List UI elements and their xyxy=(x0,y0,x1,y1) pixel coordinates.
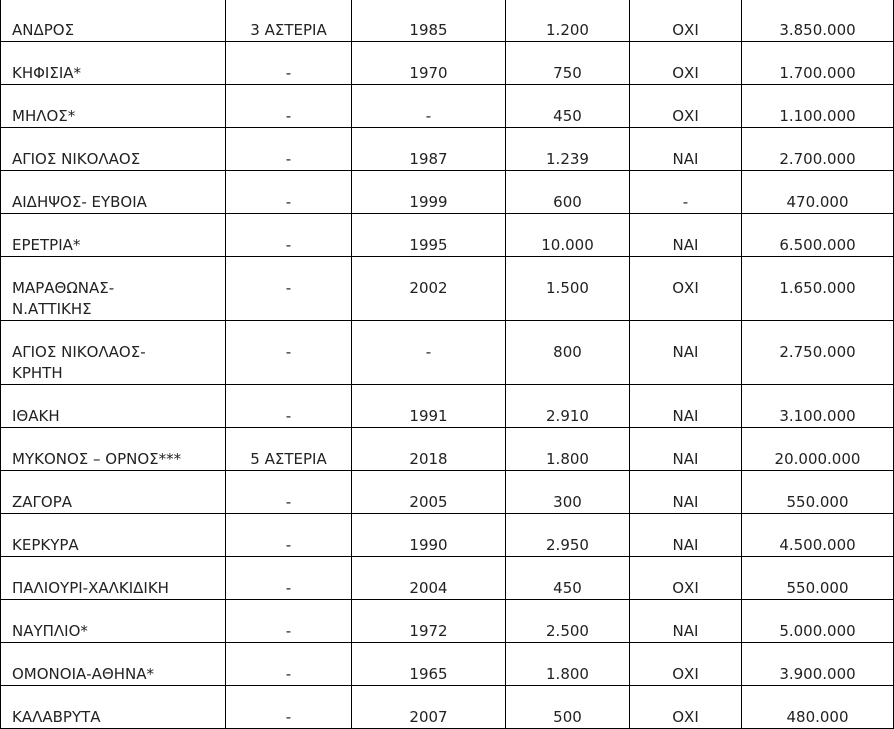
year-text: 2002 xyxy=(409,279,448,297)
location-cell xyxy=(1,42,226,85)
price-text: 5.000.000 xyxy=(779,622,856,640)
location-cell xyxy=(1,85,226,128)
flag-text: ΝΑΙ xyxy=(672,493,699,511)
year-cell xyxy=(352,0,506,42)
area-text: 600 xyxy=(553,193,582,211)
location-text: ΑΝΔΡΟΣ xyxy=(12,21,75,39)
stars-cell xyxy=(226,385,352,428)
location-text: ΜΑΡΑΘΩΝΑΣ- Ν.ΑΤΤΙΚΗΣ xyxy=(12,279,115,318)
stars-cell xyxy=(226,85,352,128)
flag-text: - xyxy=(682,193,689,211)
year-text: 1985 xyxy=(409,21,448,39)
table-row xyxy=(1,128,894,171)
flag-cell xyxy=(630,385,742,428)
year-text: 1970 xyxy=(409,64,448,82)
stars-text: 3 ΑΣΤΕΡΙΑ xyxy=(250,21,327,39)
area-text: 300 xyxy=(553,493,582,511)
price-cell xyxy=(742,600,894,643)
location-cell xyxy=(1,257,226,321)
table-row xyxy=(1,42,894,85)
table-row xyxy=(1,0,894,42)
year-cell xyxy=(352,85,506,128)
stars-text: - xyxy=(285,64,292,82)
location-cell xyxy=(1,428,226,471)
table-row xyxy=(1,321,894,385)
year-cell xyxy=(352,385,506,428)
year-text: 1965 xyxy=(409,665,448,683)
location-cell xyxy=(1,214,226,257)
flag-text: ΝΑΙ xyxy=(672,536,699,554)
location-text: ΜΗΛΟΣ* xyxy=(12,107,76,125)
table-row xyxy=(1,557,894,600)
location-text: ΑΓΙΟΣ ΝΙΚΟΛΑΟΣ- ΚΡΗΤΗ xyxy=(12,343,146,382)
area-cell xyxy=(506,385,630,428)
price-cell xyxy=(742,428,894,471)
flag-text: ΝΑΙ xyxy=(672,622,699,640)
area-cell xyxy=(506,0,630,42)
stars-cell xyxy=(226,643,352,686)
stars-cell xyxy=(226,321,352,385)
flag-text: ΟΧΙ xyxy=(672,708,699,726)
area-text: 1.800 xyxy=(546,665,589,683)
table-row xyxy=(1,214,894,257)
flag-cell xyxy=(630,514,742,557)
price-text: 1.100.000 xyxy=(779,107,856,125)
price-cell xyxy=(742,514,894,557)
area-cell xyxy=(506,643,630,686)
flag-cell xyxy=(630,600,742,643)
area-text: 450 xyxy=(553,107,582,125)
location-cell xyxy=(1,171,226,214)
price-cell xyxy=(742,0,894,42)
stars-text: - xyxy=(285,193,292,211)
stars-text: - xyxy=(285,493,292,511)
price-cell xyxy=(742,686,894,729)
price-cell xyxy=(742,171,894,214)
stars-cell xyxy=(226,171,352,214)
table-row xyxy=(1,385,894,428)
price-text: 550.000 xyxy=(786,579,849,597)
flag-text: ΝΑΙ xyxy=(672,407,699,425)
area-cell xyxy=(506,428,630,471)
location-cell xyxy=(1,471,226,514)
location-text: ΑΙΔΗΨΟΣ- ΕΥΒΟΙΑ xyxy=(12,193,147,211)
price-cell xyxy=(742,257,894,321)
stars-cell xyxy=(226,557,352,600)
year-cell xyxy=(352,471,506,514)
area-cell xyxy=(506,42,630,85)
table-row xyxy=(1,85,894,128)
price-text: 1.700.000 xyxy=(779,64,856,82)
year-cell xyxy=(352,128,506,171)
stars-cell xyxy=(226,514,352,557)
table-row xyxy=(1,514,894,557)
year-text: 2007 xyxy=(409,708,448,726)
area-text: 1.500 xyxy=(546,279,589,297)
stars-text: - xyxy=(285,579,292,597)
price-cell xyxy=(742,214,894,257)
flag-cell xyxy=(630,0,742,42)
area-cell xyxy=(506,321,630,385)
flag-text: ΝΑΙ xyxy=(672,343,699,361)
flag-cell xyxy=(630,214,742,257)
area-cell xyxy=(506,686,630,729)
stars-text: - xyxy=(285,622,292,640)
price-text: 3.100.000 xyxy=(779,407,856,425)
stars-cell xyxy=(226,0,352,42)
stars-cell xyxy=(226,428,352,471)
area-text: 800 xyxy=(553,343,582,361)
year-text: 2004 xyxy=(409,579,448,597)
area-text: 2.910 xyxy=(546,407,589,425)
location-text: ΚΑΛΑΒΡΥΤΑ xyxy=(12,708,101,726)
price-cell xyxy=(742,42,894,85)
flag-cell xyxy=(630,42,742,85)
year-text: 1999 xyxy=(409,193,448,211)
year-text: 1972 xyxy=(409,622,448,640)
location-text: ΠΑΛΙΟΥΡΙ-ΧΑΛΚΙΔΙΚΗ xyxy=(12,579,169,597)
price-text: 4.500.000 xyxy=(779,536,856,554)
price-text: 2.750.000 xyxy=(779,343,856,361)
price-cell xyxy=(742,471,894,514)
stars-text: - xyxy=(285,407,292,425)
stars-cell xyxy=(226,42,352,85)
year-text: 2018 xyxy=(409,450,448,468)
table-row xyxy=(1,600,894,643)
flag-text: ΟΧΙ xyxy=(672,21,699,39)
price-cell xyxy=(742,321,894,385)
flag-cell xyxy=(630,128,742,171)
flag-cell xyxy=(630,428,742,471)
area-cell xyxy=(506,600,630,643)
price-cell xyxy=(742,557,894,600)
flag-text: ΝΑΙ xyxy=(672,450,699,468)
price-text: 3.850.000 xyxy=(779,21,856,39)
flag-cell xyxy=(630,257,742,321)
price-text: 20.000.000 xyxy=(774,450,861,468)
location-text: ΕΡΕΤΡΙΑ* xyxy=(12,236,81,254)
location-text: ΝΑΥΠΛΙΟ* xyxy=(12,622,88,640)
location-cell xyxy=(1,128,226,171)
area-cell xyxy=(506,85,630,128)
area-text: 10.000 xyxy=(541,236,594,254)
area-cell xyxy=(506,557,630,600)
year-cell xyxy=(352,428,506,471)
price-text: 480.000 xyxy=(786,708,849,726)
year-text: 1991 xyxy=(409,407,448,425)
stars-cell xyxy=(226,686,352,729)
flag-text: ΟΧΙ xyxy=(672,107,699,125)
price-text: 2.700.000 xyxy=(779,150,856,168)
table-row xyxy=(1,171,894,214)
stars-text: 5 ΑΣΤΕΡΙΑ xyxy=(250,450,327,468)
year-cell xyxy=(352,643,506,686)
stars-text: - xyxy=(285,107,292,125)
stars-text: - xyxy=(285,343,292,361)
flag-text: ΝΑΙ xyxy=(672,236,699,254)
area-text: 1.239 xyxy=(546,150,589,168)
price-text: 6.500.000 xyxy=(779,236,856,254)
table-row xyxy=(1,643,894,686)
year-text: - xyxy=(425,107,432,125)
year-cell xyxy=(352,686,506,729)
flag-cell xyxy=(630,471,742,514)
stars-text: - xyxy=(285,150,292,168)
stars-cell xyxy=(226,214,352,257)
stars-text: - xyxy=(285,236,292,254)
flag-text: ΝΑΙ xyxy=(672,150,699,168)
table-row xyxy=(1,686,894,729)
area-text: 2.950 xyxy=(546,536,589,554)
price-text: 550.000 xyxy=(786,493,849,511)
flag-cell xyxy=(630,557,742,600)
area-cell xyxy=(506,214,630,257)
table-body xyxy=(1,0,894,729)
flag-text: ΟΧΙ xyxy=(672,665,699,683)
location-text: ΖΑΓΟΡΑ xyxy=(12,493,73,511)
area-cell xyxy=(506,471,630,514)
year-text: 2005 xyxy=(409,493,448,511)
year-text: 1987 xyxy=(409,150,448,168)
table-row xyxy=(1,257,894,321)
stars-text: - xyxy=(285,279,292,297)
flag-text: ΟΧΙ xyxy=(672,64,699,82)
area-text: 450 xyxy=(553,579,582,597)
area-text: 1.800 xyxy=(546,450,589,468)
location-cell xyxy=(1,321,226,385)
flag-cell xyxy=(630,643,742,686)
location-text: ΟΜΟΝΟΙΑ-ΑΘΗΝΑ* xyxy=(12,665,155,683)
flag-text: ΟΧΙ xyxy=(672,579,699,597)
location-cell xyxy=(1,600,226,643)
location-cell xyxy=(1,643,226,686)
year-cell xyxy=(352,257,506,321)
stars-cell xyxy=(226,471,352,514)
location-cell xyxy=(1,514,226,557)
flag-text: ΟΧΙ xyxy=(672,279,699,297)
location-cell xyxy=(1,0,226,42)
flag-cell xyxy=(630,321,742,385)
year-cell xyxy=(352,600,506,643)
location-text: ΙΘΑΚΗ xyxy=(12,407,60,425)
location-text: ΚΗΦΙΣΙΑ* xyxy=(12,64,82,82)
price-cell xyxy=(742,85,894,128)
year-text: 1990 xyxy=(409,536,448,554)
area-text: 2.500 xyxy=(546,622,589,640)
year-text: - xyxy=(425,343,432,361)
price-cell xyxy=(742,385,894,428)
location-text: ΚΕΡΚΥΡΑ xyxy=(12,536,79,554)
flag-cell xyxy=(630,686,742,729)
price-text: 3.900.000 xyxy=(779,665,856,683)
area-cell xyxy=(506,257,630,321)
area-text: 1.200 xyxy=(546,21,589,39)
price-text: 1.650.000 xyxy=(779,279,856,297)
year-cell xyxy=(352,321,506,385)
flag-cell xyxy=(630,85,742,128)
flag-cell xyxy=(630,171,742,214)
stars-cell xyxy=(226,257,352,321)
price-text: 470.000 xyxy=(786,193,849,211)
year-cell xyxy=(352,42,506,85)
area-cell xyxy=(506,171,630,214)
stars-text: - xyxy=(285,665,292,683)
location-text: ΑΓΙΟΣ ΝΙΚΟΛΑΟΣ xyxy=(12,150,141,168)
year-cell xyxy=(352,557,506,600)
table-row xyxy=(1,428,894,471)
location-cell xyxy=(1,557,226,600)
price-cell xyxy=(742,128,894,171)
stars-text: - xyxy=(285,536,292,554)
year-text: 1995 xyxy=(409,236,448,254)
area-text: 500 xyxy=(553,708,582,726)
price-cell xyxy=(742,643,894,686)
year-cell xyxy=(352,214,506,257)
location-cell xyxy=(1,385,226,428)
location-text: ΜΥΚΟΝΟΣ – ΟΡΝΟΣ*** xyxy=(12,450,182,468)
area-cell xyxy=(506,514,630,557)
stars-cell xyxy=(226,128,352,171)
area-cell xyxy=(506,128,630,171)
year-cell xyxy=(352,514,506,557)
area-text: 750 xyxy=(553,64,582,82)
table-row xyxy=(1,471,894,514)
stars-cell xyxy=(226,600,352,643)
location-cell xyxy=(1,686,226,729)
year-cell xyxy=(352,171,506,214)
stars-text: - xyxy=(285,708,292,726)
